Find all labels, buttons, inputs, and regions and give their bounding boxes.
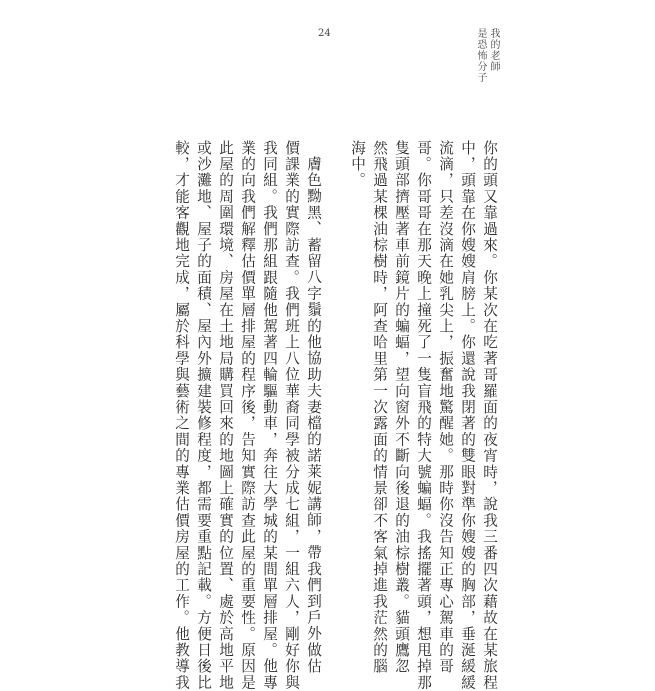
text-column: 價課業的實際訪查。我們班上八位華裔同學被分成七組，一組六人，剛好你與 xyxy=(283,140,300,691)
text-column: 海中。 xyxy=(349,140,366,189)
text-column: 哥。你哥哥在那天晚上撞死了一隻盲飛的特大號蝙蝠。我搖擺著頭，想甩掉那 xyxy=(415,140,432,691)
running-head-title: 我的老師 xyxy=(488,28,499,72)
text-column: 隻頭部擠壓著車前鏡片的蝙蝠，望向窗外不斷向後退的油棕樹叢。貓頭鷹忽 xyxy=(393,140,410,675)
running-head-subtitle: 是恐怖分子 xyxy=(475,28,486,83)
text-column: 然飛過某棵油棕樹時，阿查哈里第一次露面的情景卻不客氣掉進我茫然的腦 xyxy=(371,140,388,675)
text-column: 業的向我們解釋估價單層排屋的程序後，告知實際訪查此屋的重要性。原因是 xyxy=(239,140,256,691)
text-column: 較，才能客觀地完成，屬於科學與藝術之間的專業估價房屋的工作。他教導我 xyxy=(173,140,190,691)
text-column: 此屋的周圍環境、房屋在土地局購買回來的地圖上確實的位置、處於高地平地 xyxy=(217,140,234,691)
text-column: 流滴，只差沒滴在她乳尖上，振奮地驚醒她。那時你沒告知正專心駕車的哥 xyxy=(437,140,454,675)
text-column: 中，頭靠在你嫂嫂肩膀上。你還說我閉著的雙眼對準你嫂嫂的胸部，垂涎緩緩 xyxy=(459,140,476,691)
text-column: 我同組。我們那組跟隨他駕著四輪驅動車，奔往大學城的某間單層排屋。他專 xyxy=(261,140,278,691)
text-column: 你的頭又靠過來。你某次在吃著哥羅面的夜宵時，說我三番四次藉故在某旅程 xyxy=(481,140,498,691)
text-column: 膚色黝黑、蓄留八字鬚的他協助夫妻檔的諾莱妮講師，帶我們到戶外做估 xyxy=(305,156,322,675)
text-column: 或沙灘地、屋子的面積、屋內外擴建裝修程度，都需要重點記載。方便日後比 xyxy=(195,140,212,691)
page-number: 24 xyxy=(318,28,331,39)
